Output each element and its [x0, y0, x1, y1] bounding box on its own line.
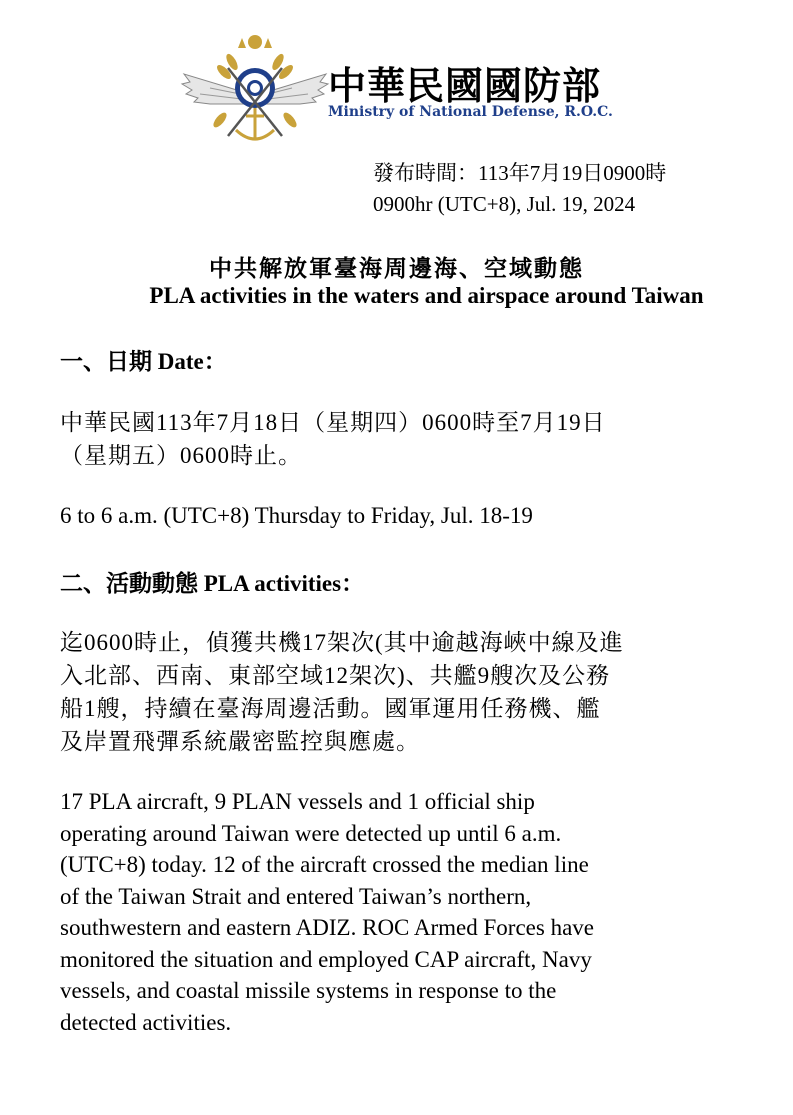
text-line: （星期五）0600時止。 [60, 443, 302, 468]
org-name-en: Ministry of National Defense, R.O.C. [328, 104, 613, 120]
text-line: 迄0600時止，偵獲共機17架次(其中逾越海峽中線及進 [60, 630, 624, 655]
section-activities-en [60, 786, 594, 1038]
text-line: of the Taiwan Strait and entered Taiwan’s northern, [60, 883, 532, 909]
text-line: (UTC+8) today. 12 of the aircraft crossed the median line [60, 852, 589, 877]
page-title-en: PLA activities in the waters and airspace around Taiwan [149, 283, 704, 308]
text-line: 中華民國113年7月18日（星期四）0600時至7月19日 [60, 410, 606, 435]
text-line: monitored the situation and employed CAP aircraft, Navy [60, 946, 592, 972]
text-line: southwestern and eastern ADIZ. ROC Armed Forces have [60, 915, 594, 940]
mnd-emblem-icon [180, 32, 330, 150]
text-line: operating around Taiwan were detected up until 6 a.m. [60, 820, 562, 846]
section-date-zh [60, 406, 606, 472]
text-line: 船1艘，持續在臺海周邊活動。國軍運用任務機、艦 [60, 696, 601, 721]
text-line: 及岸置飛彈系統嚴密監控與應處。 [60, 729, 420, 754]
text-line: 17 PLA aircraft, 9 PLAN vessels and 1 official ship [60, 789, 535, 814]
page-title-zh: 中共解放軍臺海周邊海、空域動態 [209, 255, 584, 282]
section-activities-zh [60, 626, 624, 758]
release-time-en: 0900hr (UTC+8), Jul. 19, 2024 [373, 192, 636, 216]
text-line: 入北部、西南、東部空域12架次)、共艦9艘次及公務 [60, 663, 611, 688]
release-time-zh: 發布時間：113年7月19日0900時 [373, 161, 667, 185]
ministry-logo [180, 32, 630, 150]
section-activities-heading: 二、活動動態 PLA activities： [60, 571, 365, 596]
section-date-heading: 一、日期 Date： [60, 349, 227, 374]
org-name-zh: 中華民國國防部 [328, 64, 602, 108]
text-line: vessels, and coastal missile systems in response to the [60, 978, 557, 1003]
text-line: detected activities. [60, 1009, 232, 1035]
section-date-en: 6 to 6 a.m. (UTC+8) Thursday to Friday, Jul. 18-19 [60, 503, 533, 528]
release-time [373, 158, 666, 220]
